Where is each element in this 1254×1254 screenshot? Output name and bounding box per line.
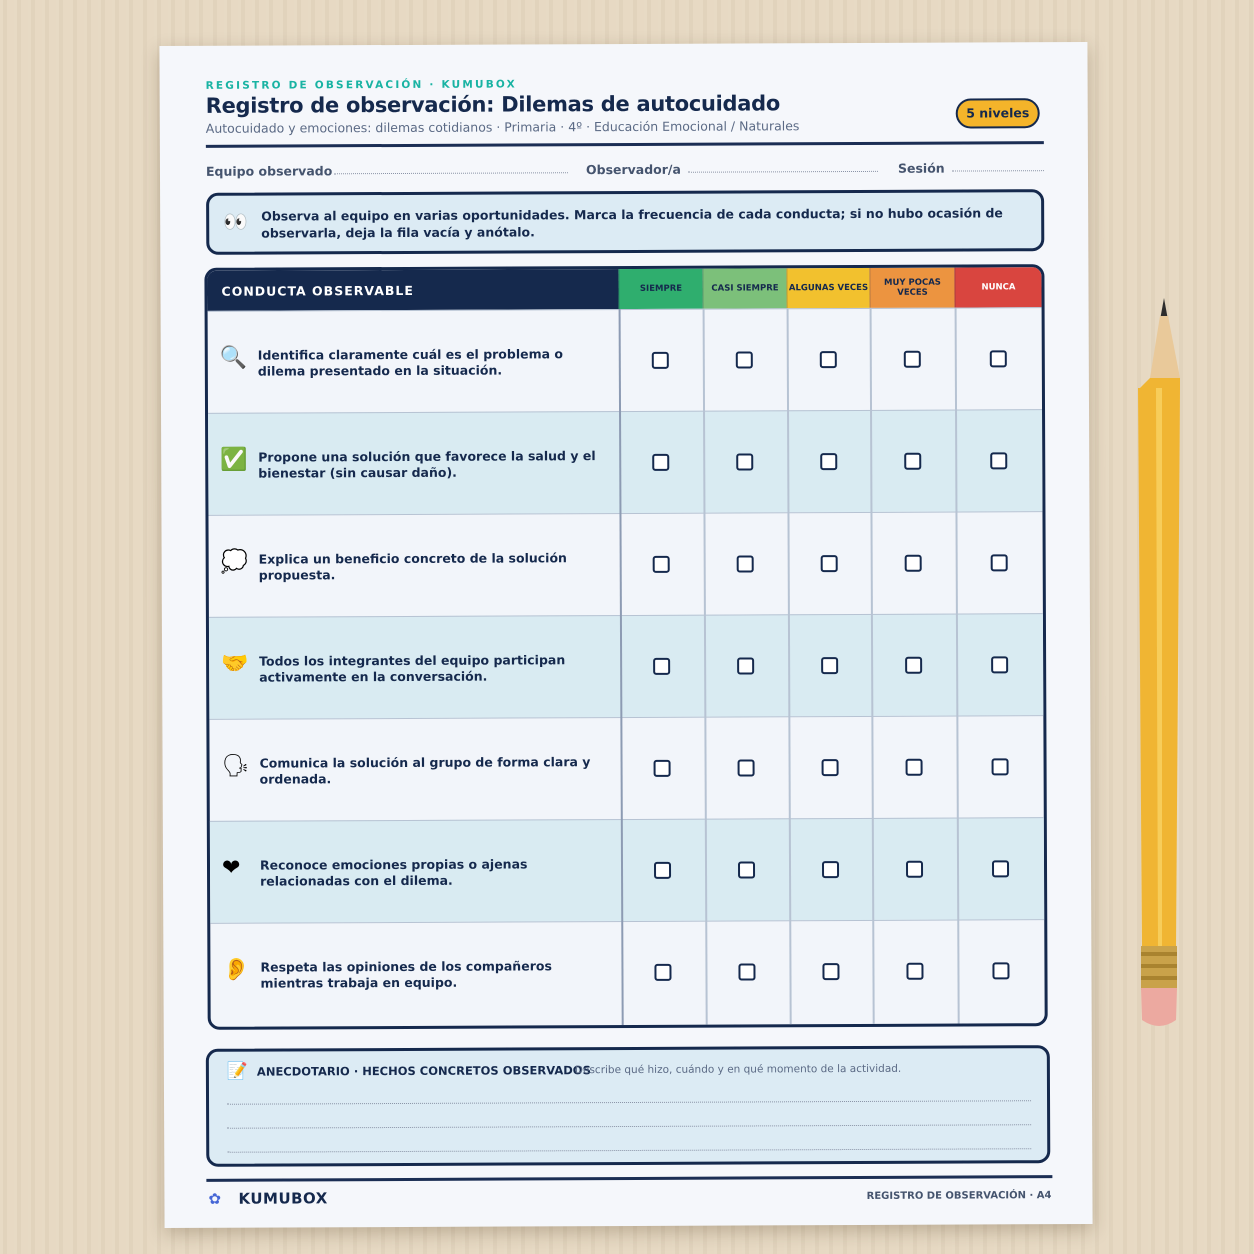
frequency-header: NUNCA xyxy=(954,267,1041,307)
frequency-checkbox[interactable] xyxy=(819,351,836,368)
frequency-checkbox[interactable] xyxy=(737,657,754,674)
behavior-text: Explica un beneficio concreto de la solución propuesta. xyxy=(258,550,567,583)
frequency-checkbox[interactable] xyxy=(822,963,839,980)
frequency-checkbox[interactable] xyxy=(992,962,1009,979)
frequency-header: ALGUNAS VECES xyxy=(786,268,869,308)
frequency-checkbox[interactable] xyxy=(652,454,669,471)
frequency-checkbox[interactable] xyxy=(906,963,923,980)
frequency-checkbox[interactable] xyxy=(736,351,753,368)
kicker-label: REGISTRO DE OBSERVACIÓN · KUMUBOX xyxy=(205,78,517,92)
frequency-checkbox[interactable] xyxy=(821,657,838,674)
behavior-text: Reconoce emociones propias o ajenas relacionadas con el dilema. xyxy=(259,856,528,889)
kumubox-logo-icon: ✿ xyxy=(208,1189,222,1208)
frequency-checkbox[interactable] xyxy=(904,555,921,572)
frequency-checkbox[interactable] xyxy=(990,554,1007,571)
observation-sheet xyxy=(159,42,1092,1228)
frequency-checkbox[interactable] xyxy=(991,656,1008,673)
ear-icon: 👂 xyxy=(222,957,250,983)
footer-brand: KUMUBOX xyxy=(238,1189,328,1208)
behavior-row xyxy=(210,817,1044,923)
handshake-icon: 🤝 xyxy=(221,651,249,677)
frequency-header: CASI SIEMPRE xyxy=(702,268,786,308)
frequency-checkbox[interactable] xyxy=(991,860,1008,877)
frequency-checkbox[interactable] xyxy=(736,453,753,470)
behavior-column-header: CONDUCTA OBSERVABLE xyxy=(207,269,618,311)
frequency-checkbox[interactable] xyxy=(738,759,755,776)
frequency-checkbox[interactable] xyxy=(905,759,922,776)
instructions-box xyxy=(206,189,1044,255)
instructions-text: Observa al equipo en varias oportunidades. Marca la frecuencia de cada conducta; si no hubo ocasión de observarla, deja la fila vacía y anótalo. xyxy=(261,205,1003,241)
frequency-checkbox[interactable] xyxy=(989,350,1006,367)
footer-document-label: REGISTRO DE OBSERVACIÓN · A4 xyxy=(866,1190,1052,1202)
frequency-checkbox[interactable] xyxy=(905,657,922,674)
behavior-text: Identifica claramente cuál es el problema o dilema presentado en la situación. xyxy=(257,346,564,379)
memo-icon: 📝 xyxy=(226,1061,249,1082)
frequency-header: SIEMPRE xyxy=(618,269,702,309)
eyes-icon: 👀 xyxy=(223,209,249,234)
frequency-checkbox[interactable] xyxy=(654,862,671,879)
frequency-checkbox[interactable] xyxy=(990,452,1007,469)
behavior-row xyxy=(209,613,1043,719)
behavior-text: Respeta las opiniones de los compañeros mientras trabaja en equipo. xyxy=(260,958,552,991)
notes-line[interactable] xyxy=(227,1124,1031,1129)
page-title: Registro de observación: Dilemas de autocuidado xyxy=(205,91,781,118)
page-subtitle: Autocuidado y emociones: dilemas cotidianos · Primaria · 4º · Educación Emocional / Naturales xyxy=(205,118,800,136)
team-field-line[interactable] xyxy=(334,172,568,174)
frequency-checkbox[interactable] xyxy=(738,861,755,878)
observer-field-label: Observador/a xyxy=(585,161,681,178)
team-field-label: Equipo observado xyxy=(205,163,333,179)
pencil-image xyxy=(1128,298,1188,1038)
observation-table xyxy=(204,264,1047,1030)
behavior-row xyxy=(210,919,1044,1025)
frequency-checkbox[interactable] xyxy=(652,352,669,369)
footer-divider xyxy=(206,1175,1052,1182)
frequency-checkbox[interactable] xyxy=(904,453,921,470)
observer-field-line[interactable] xyxy=(688,171,878,173)
behavior-text: Comunica la solución al grupo de forma clara y ordenada. xyxy=(259,754,591,787)
frequency-header: MUY POCAS VECES xyxy=(869,268,954,308)
notes-line[interactable] xyxy=(227,1148,1031,1153)
frequency-checkbox[interactable] xyxy=(905,861,922,878)
frequency-checkbox[interactable] xyxy=(654,964,671,981)
behavior-row xyxy=(208,409,1042,515)
session-field-line[interactable] xyxy=(952,170,1044,171)
anecdotario-help: Describe qué hizo, cuándo y en qué momento de la actividad. xyxy=(574,1062,902,1077)
frequency-checkbox[interactable] xyxy=(903,351,920,368)
frequency-checkbox[interactable] xyxy=(653,556,670,573)
frequency-checkbox[interactable] xyxy=(653,658,670,675)
magnifier-icon: 🔍 xyxy=(219,345,248,371)
behavior-text: Propone una solución que favorece la salud y el bienestar (sin causar daño). xyxy=(258,448,596,481)
behavior-row xyxy=(209,715,1043,821)
heart-icon: ❤ xyxy=(221,855,241,881)
thought-bubble-icon: 💭 xyxy=(220,549,249,575)
header-divider xyxy=(206,141,1044,148)
frequency-checkbox[interactable] xyxy=(737,555,754,572)
frequency-checkbox[interactable] xyxy=(991,758,1008,775)
frequency-checkbox[interactable] xyxy=(820,555,837,572)
frequency-checkbox[interactable] xyxy=(820,453,837,470)
speaking-head-icon: 🗣 xyxy=(221,753,250,779)
anecdotario-box xyxy=(206,1045,1051,1167)
anecdotario-title: ANECDOTARIO · HECHOS CONCRETOS OBSERVADOS xyxy=(256,1063,591,1079)
behavior-text: Todos los integrantes del equipo participan activamente en la conversación. xyxy=(259,652,566,685)
frequency-checkbox[interactable] xyxy=(821,759,838,776)
frequency-checkbox[interactable] xyxy=(821,861,838,878)
levels-badge: 5 niveles xyxy=(956,98,1040,128)
behavior-row xyxy=(208,307,1042,413)
frequency-checkbox[interactable] xyxy=(654,760,671,777)
check-icon: ✅ xyxy=(220,447,248,473)
notes-line[interactable] xyxy=(227,1100,1031,1105)
session-field-label: Sesión xyxy=(897,160,945,176)
frequency-checkbox[interactable] xyxy=(738,963,755,980)
behavior-row xyxy=(208,511,1042,617)
